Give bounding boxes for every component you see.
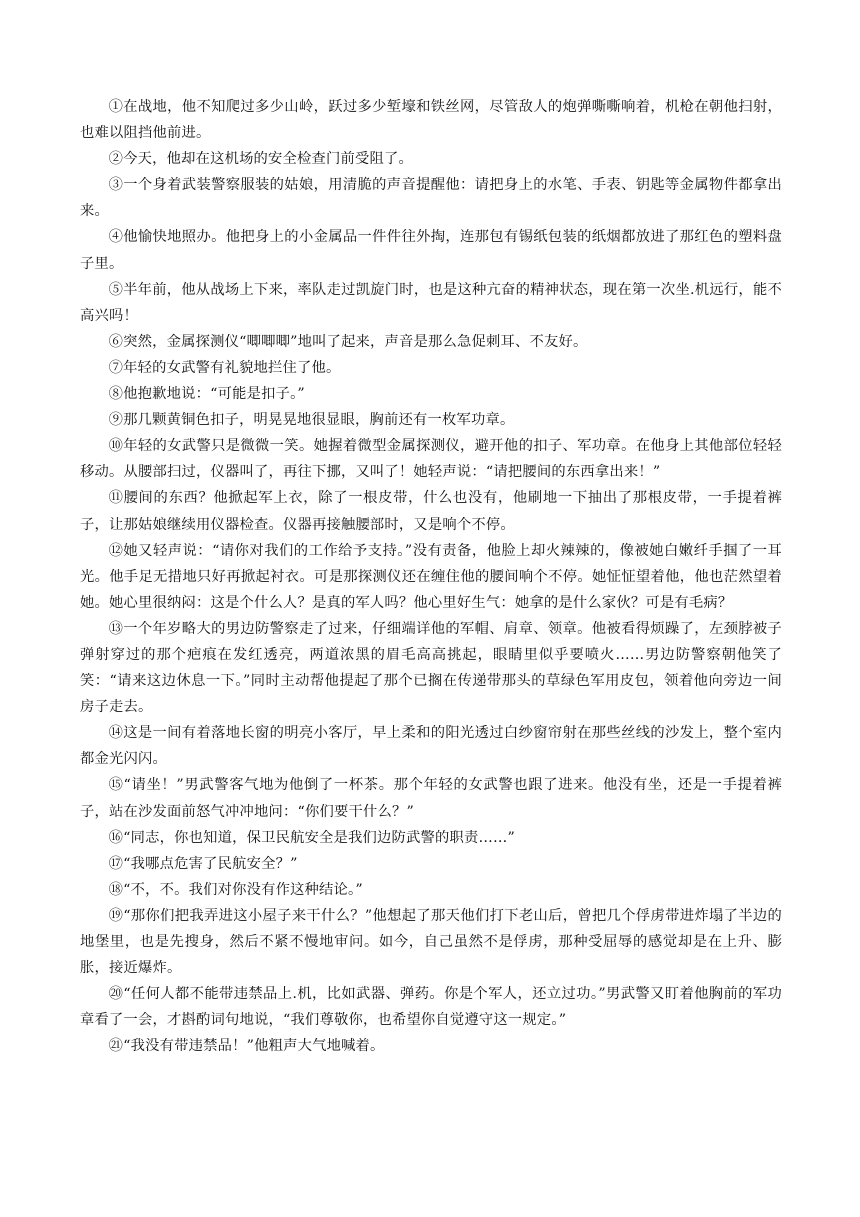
paragraph-4: ④他愉快地照办。他把身上的小金属品一件件往外掏，连那包有锡纸包装的纸烟都放进了那红色的塑料盘子里。 [80, 229, 782, 272]
paragraph-19: ⑲“那你们把我弄进这小屋子来干什么？”他想起了那天他们打下老山后，曾把几个俘虏带进炸塌了半边的地堡里，也是先搜身，然后不紧不慢地审问。如今，自己虽然不是俘虏，那种受屈辱的感觉却是在上升、膨胀，接近爆炸。 [80, 907, 782, 977]
paragraph-14: ⑭这是一间有着落地长窗的明亮小客厅，早上柔和的阳光透过白纱窗帘射在那些丝线的沙发上，整个室内都金光闪闪。 [80, 725, 782, 768]
paragraph-10: ⑩年轻的女武警只是微微一笑。她握着微型金属探测仪，避开他的扣子、军功章。在他身上其他部位轻轻移动。从腰部扫过，仪器叫了，再往下挪，又叫了！她轻声说：“请把腰间的东西拿出来！” [80, 438, 782, 481]
paragraph-20: ⑳“任何人都不能带违禁品上.机，比如武器、弹药。你是个军人，还立过功。”男武警又盯着他胸前的军功章看了一会，才斟酌词句地说，“我们尊敬你，也希望你自觉遵守这一规定。” [80, 986, 782, 1029]
paragraph-16: ⑯“同志，你也知道，保卫民航安全是我们边防武警的职责……” [108, 829, 516, 846]
paragraph-15: ⑮“请坐！”男武警客气地为他倒了一杯茶。那个年轻的女武警也跟了进来。他没有坐，还是一手提着裤子，站在沙发面前怒气冲冲地问：“你们要干什么？” [80, 777, 782, 820]
paragraph-8: ⑧他抱歉地说：“可能是扣子。” [108, 386, 305, 403]
paragraph-9: ⑨那几颗黄铜色扣子，明晃晃地很显眼，胸前还有一枚军功章。 [108, 412, 515, 429]
paragraph-7: ⑦年轻的女武警有礼貌地拦住了他。 [108, 359, 341, 376]
paragraph-1: ①在战地，他不知爬过多少山岭，跃过多少堑壕和铁丝网，尽管敌人的炮弹嘶嘶响着，机枪在朝他扫射，也难以阻挡他前进。 [80, 99, 782, 142]
paragraph-3: ③一个身着武装警察服装的姑娘，用清脆的声音提醒他：请把身上的水笔、手表、钥匙等金属物件都拿出来。 [80, 177, 782, 220]
paragraph-6: ⑥突然，金属探测仪“唧唧唧”地叫了起来，声音是那么急促刺耳、不友好。 [108, 333, 588, 350]
paragraph-21: ㉑“我没有带违禁品！”他粗声大气地喊着。 [108, 1038, 385, 1055]
paragraph-2: ②今天，他却在这机场的安全检查门前受阻了。 [108, 151, 414, 168]
paragraph-13: ⑬一个年岁略大的男边防警察走了过来，仔细端详他的军帽、肩章、领章。他被看得烦躁了，左颈脖被子弹射穿过的那个疤痕在发红透亮，两道浓黑的眉毛高高挑起，眼睛里似乎要喷火……男边防警察朝他笑了笑：“请来这边休息一下。”同时主动帮他提起了那个已搁在传递带那头的草绿色军用皮包，领着他向旁边一间房子走去。 [80, 620, 782, 716]
paragraph-18: ⑱“不，不。我们对你没有作这种结论。” [108, 881, 363, 898]
paragraph-5: ⑤半年前，他从战场上下来，率队走过凯旋门时，也是这种亢奋的精神状态，现在第一次坐.机远行，能不高兴吗！ [80, 281, 782, 324]
paragraph-11: ⑪腰间的东西？他掀起军上衣，除了一根皮带，什么也没有，他刷地一下抽出了那根皮带，一手提着裤子，让那姑娘继续用仪器检查。仪器再接触腰部时，又是响个不停。 [80, 490, 782, 533]
paragraph-12: ⑫她又轻声说：“请你对我们的工作给予支持。”没有责备，他脸上却火辣辣的，像被她白嫩纤手掴了一耳光。他手足无措地只好再掀起衬衣。可是那探测仪还在缠住他的腰间响个不停。她怔怔望着他，他也茫然望着她。她心里很纳闷：这是个什么人？是真的军人吗？他心里好生气：她拿的是什么家伙？可是有毛病？ [80, 542, 782, 611]
paragraph-17: ⑰“我哪点危害了民航安全？” [108, 855, 298, 872]
